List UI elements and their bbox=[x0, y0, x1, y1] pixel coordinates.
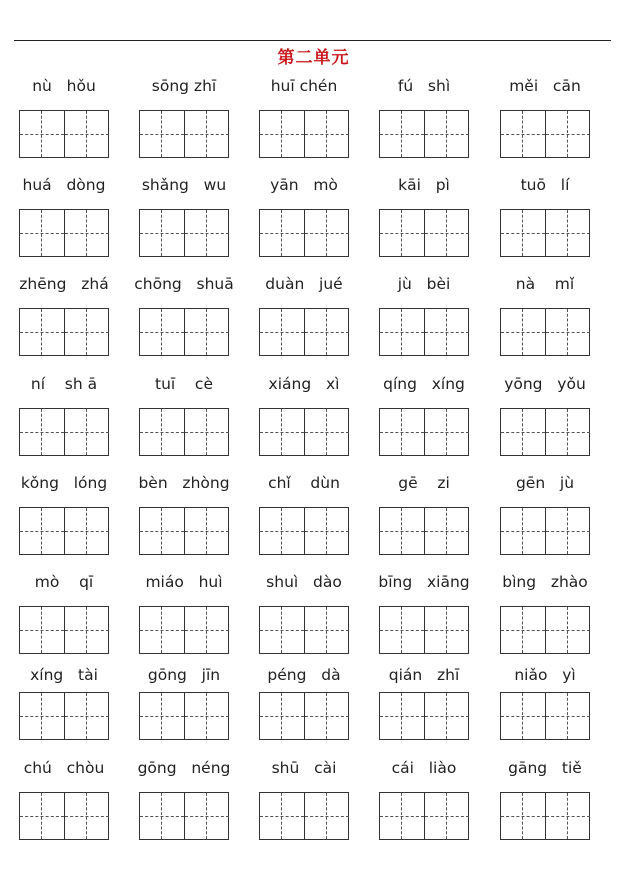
guide-line-horizontal bbox=[260, 531, 304, 532]
character-cell[interactable] bbox=[140, 508, 185, 554]
character-cell[interactable] bbox=[425, 309, 469, 355]
character-cell[interactable] bbox=[305, 111, 349, 157]
pinyin-label: yān mò bbox=[270, 176, 338, 194]
pinyin-label: huá dòng bbox=[22, 176, 106, 194]
guide-line-horizontal bbox=[380, 233, 424, 234]
guide-line-horizontal bbox=[185, 816, 229, 817]
guide-line-horizontal bbox=[305, 432, 349, 433]
pinyin-label: huī chén bbox=[270, 77, 338, 95]
character-cell[interactable] bbox=[380, 210, 425, 256]
writing-box[interactable] bbox=[19, 308, 109, 356]
guide-line-horizontal bbox=[501, 432, 545, 433]
unit-title: 第二单元 bbox=[277, 48, 350, 68]
guide-line-horizontal bbox=[20, 233, 64, 234]
guide-line-horizontal bbox=[140, 332, 184, 333]
character-cell[interactable] bbox=[380, 607, 425, 653]
writing-box[interactable] bbox=[259, 408, 349, 456]
writing-box[interactable] bbox=[259, 507, 349, 555]
guide-line-horizontal bbox=[185, 716, 229, 717]
writing-box[interactable] bbox=[379, 110, 469, 158]
writing-box[interactable] bbox=[259, 792, 349, 840]
writing-box[interactable] bbox=[379, 408, 469, 456]
character-cell[interactable] bbox=[305, 693, 349, 739]
pinyin-label: fú shì bbox=[397, 77, 451, 95]
guide-line-horizontal bbox=[501, 816, 545, 817]
pinyin-label: chǐ dùn bbox=[268, 474, 340, 492]
character-cell[interactable] bbox=[546, 793, 590, 839]
character-cell[interactable] bbox=[185, 309, 229, 355]
guide-line-horizontal bbox=[185, 332, 229, 333]
pinyin-label: shū cài bbox=[271, 759, 337, 777]
character-cell[interactable] bbox=[65, 309, 109, 355]
writing-box[interactable] bbox=[379, 692, 469, 740]
character-cell[interactable] bbox=[380, 693, 425, 739]
writing-box[interactable] bbox=[500, 408, 590, 456]
character-cell[interactable] bbox=[65, 793, 109, 839]
guide-line-horizontal bbox=[546, 716, 590, 717]
guide-line-horizontal bbox=[380, 816, 424, 817]
character-cell[interactable] bbox=[425, 111, 469, 157]
guide-line-horizontal bbox=[425, 531, 469, 532]
guide-line-horizontal bbox=[425, 432, 469, 433]
guide-line-horizontal bbox=[65, 716, 109, 717]
guide-line-horizontal bbox=[425, 816, 469, 817]
character-cell[interactable] bbox=[20, 309, 65, 355]
writing-box[interactable] bbox=[139, 308, 229, 356]
character-cell[interactable] bbox=[546, 210, 590, 256]
guide-line-horizontal bbox=[305, 816, 349, 817]
writing-box[interactable] bbox=[379, 209, 469, 257]
character-cell[interactable] bbox=[65, 409, 109, 455]
character-cell[interactable] bbox=[380, 111, 425, 157]
guide-line-horizontal bbox=[260, 432, 304, 433]
character-cell[interactable] bbox=[546, 409, 590, 455]
pinyin-label: miáo huì bbox=[145, 573, 223, 591]
guide-line-horizontal bbox=[425, 233, 469, 234]
character-cell[interactable] bbox=[140, 111, 185, 157]
guide-line-horizontal bbox=[501, 233, 545, 234]
pinyin-label: niǎo yì bbox=[514, 666, 576, 684]
character-cell[interactable] bbox=[65, 607, 109, 653]
guide-line-horizontal bbox=[260, 134, 304, 135]
character-cell[interactable] bbox=[140, 309, 185, 355]
writing-box[interactable] bbox=[139, 692, 229, 740]
guide-line-horizontal bbox=[501, 134, 545, 135]
writing-box[interactable] bbox=[500, 606, 590, 654]
pinyin-label: qíng xíng bbox=[383, 375, 465, 393]
character-cell[interactable] bbox=[305, 210, 349, 256]
pinyin-label: gē zi bbox=[398, 474, 450, 492]
pinyin-label: kāi pì bbox=[398, 176, 450, 194]
writing-box[interactable] bbox=[500, 692, 590, 740]
character-cell[interactable] bbox=[260, 693, 305, 739]
writing-box[interactable] bbox=[259, 110, 349, 158]
pinyin-label: tuī cè bbox=[155, 375, 213, 393]
pinyin-label: měi cān bbox=[509, 77, 581, 95]
guide-line-horizontal bbox=[65, 531, 109, 532]
header-rule bbox=[14, 40, 611, 41]
guide-line-horizontal bbox=[20, 332, 64, 333]
character-cell[interactable] bbox=[20, 793, 65, 839]
character-cell[interactable] bbox=[260, 508, 305, 554]
character-cell[interactable] bbox=[501, 607, 546, 653]
character-cell[interactable] bbox=[425, 693, 469, 739]
guide-line-horizontal bbox=[65, 134, 109, 135]
guide-line-horizontal bbox=[185, 531, 229, 532]
guide-line-horizontal bbox=[65, 816, 109, 817]
character-cell[interactable] bbox=[185, 793, 229, 839]
character-cell[interactable] bbox=[140, 693, 185, 739]
guide-line-horizontal bbox=[260, 816, 304, 817]
character-cell[interactable] bbox=[425, 210, 469, 256]
character-cell[interactable] bbox=[260, 111, 305, 157]
guide-line-horizontal bbox=[380, 134, 424, 135]
guide-line-horizontal bbox=[305, 233, 349, 234]
pinyin-label: chōng shuā bbox=[134, 275, 234, 293]
writing-box[interactable] bbox=[259, 209, 349, 257]
guide-line-horizontal bbox=[425, 332, 469, 333]
writing-box[interactable] bbox=[139, 792, 229, 840]
character-cell[interactable] bbox=[140, 607, 185, 653]
writing-box[interactable] bbox=[139, 408, 229, 456]
character-cell[interactable] bbox=[20, 111, 65, 157]
character-cell[interactable] bbox=[305, 309, 349, 355]
writing-box[interactable] bbox=[379, 507, 469, 555]
character-cell[interactable] bbox=[546, 607, 590, 653]
guide-line-horizontal bbox=[380, 630, 424, 631]
guide-line-horizontal bbox=[185, 233, 229, 234]
character-cell[interactable] bbox=[185, 409, 229, 455]
guide-line-horizontal bbox=[65, 432, 109, 433]
guide-line-horizontal bbox=[380, 531, 424, 532]
guide-line-horizontal bbox=[305, 134, 349, 135]
writing-box[interactable] bbox=[379, 606, 469, 654]
pinyin-label: sōng zhī bbox=[151, 77, 217, 95]
guide-line-horizontal bbox=[305, 332, 349, 333]
character-cell[interactable] bbox=[20, 693, 65, 739]
pinyin-label: shuì dào bbox=[266, 573, 342, 591]
character-cell[interactable] bbox=[425, 607, 469, 653]
character-cell[interactable] bbox=[425, 793, 469, 839]
character-cell[interactable] bbox=[305, 793, 349, 839]
guide-line-horizontal bbox=[546, 816, 590, 817]
guide-line-horizontal bbox=[425, 134, 469, 135]
character-cell[interactable] bbox=[185, 693, 229, 739]
pinyin-label: ní sh ā bbox=[30, 375, 98, 393]
guide-line-horizontal bbox=[501, 716, 545, 717]
character-cell[interactable] bbox=[260, 309, 305, 355]
pinyin-label: bèn zhòng bbox=[138, 474, 230, 492]
guide-line-horizontal bbox=[305, 630, 349, 631]
writing-box[interactable] bbox=[19, 792, 109, 840]
pinyin-label: shǎng wu bbox=[141, 176, 227, 194]
pinyin-label: zhēng zhá bbox=[19, 275, 109, 293]
guide-line-horizontal bbox=[20, 630, 64, 631]
writing-box[interactable] bbox=[139, 606, 229, 654]
character-cell[interactable] bbox=[501, 409, 546, 455]
character-cell[interactable] bbox=[65, 693, 109, 739]
guide-line-horizontal bbox=[140, 134, 184, 135]
writing-box[interactable] bbox=[19, 209, 109, 257]
character-cell[interactable] bbox=[260, 210, 305, 256]
character-cell[interactable] bbox=[65, 210, 109, 256]
guide-line-horizontal bbox=[20, 531, 64, 532]
writing-box[interactable] bbox=[139, 209, 229, 257]
writing-box[interactable] bbox=[139, 110, 229, 158]
writing-box[interactable] bbox=[379, 308, 469, 356]
character-cell[interactable] bbox=[546, 693, 590, 739]
guide-line-horizontal bbox=[260, 233, 304, 234]
writing-box[interactable] bbox=[139, 507, 229, 555]
guide-line-horizontal bbox=[546, 630, 590, 631]
guide-line-horizontal bbox=[140, 816, 184, 817]
writing-box[interactable] bbox=[500, 110, 590, 158]
guide-line-horizontal bbox=[20, 134, 64, 135]
pinyin-label: gāng tiě bbox=[508, 759, 582, 777]
character-cell[interactable] bbox=[20, 607, 65, 653]
character-cell[interactable] bbox=[546, 111, 590, 157]
character-cell[interactable] bbox=[65, 508, 109, 554]
pinyin-label: gōng néng bbox=[137, 759, 231, 777]
guide-line-horizontal bbox=[260, 716, 304, 717]
writing-box[interactable] bbox=[259, 692, 349, 740]
guide-line-horizontal bbox=[65, 630, 109, 631]
pinyin-label: nà mǐ bbox=[515, 275, 575, 293]
character-cell[interactable] bbox=[501, 693, 546, 739]
guide-line-horizontal bbox=[380, 716, 424, 717]
character-cell[interactable] bbox=[65, 111, 109, 157]
guide-line-horizontal bbox=[546, 432, 590, 433]
pinyin-label: bīng xiāng bbox=[378, 573, 470, 591]
character-cell[interactable] bbox=[140, 793, 185, 839]
writing-box[interactable] bbox=[259, 308, 349, 356]
character-cell[interactable] bbox=[380, 508, 425, 554]
guide-line-horizontal bbox=[140, 432, 184, 433]
character-cell[interactable] bbox=[305, 508, 349, 554]
character-cell[interactable] bbox=[501, 111, 546, 157]
guide-line-horizontal bbox=[260, 630, 304, 631]
pinyin-label: xiáng xì bbox=[268, 375, 340, 393]
writing-box[interactable] bbox=[19, 507, 109, 555]
character-cell[interactable] bbox=[185, 607, 229, 653]
writing-box[interactable] bbox=[19, 692, 109, 740]
guide-line-horizontal bbox=[501, 630, 545, 631]
pinyin-label: yōng yǒu bbox=[504, 375, 586, 393]
writing-box[interactable] bbox=[19, 110, 109, 158]
writing-box[interactable] bbox=[500, 507, 590, 555]
writing-box[interactable] bbox=[259, 606, 349, 654]
writing-box[interactable] bbox=[500, 209, 590, 257]
character-cell[interactable] bbox=[140, 409, 185, 455]
pinyin-label: bìng zhào bbox=[502, 573, 588, 591]
character-cell[interactable] bbox=[185, 210, 229, 256]
guide-line-horizontal bbox=[425, 716, 469, 717]
character-cell[interactable] bbox=[501, 210, 546, 256]
guide-line-horizontal bbox=[546, 233, 590, 234]
pinyin-label: gōng jīn bbox=[147, 666, 221, 684]
guide-line-horizontal bbox=[20, 816, 64, 817]
pinyin-label: cái liào bbox=[391, 759, 457, 777]
pinyin-label: jù bèi bbox=[397, 275, 451, 293]
character-cell[interactable] bbox=[501, 793, 546, 839]
guide-line-horizontal bbox=[65, 332, 109, 333]
pinyin-label: gēn jù bbox=[515, 474, 575, 492]
pinyin-label: nù hǒu bbox=[32, 77, 96, 95]
guide-line-horizontal bbox=[546, 134, 590, 135]
pinyin-label: chú chòu bbox=[23, 759, 105, 777]
writing-box[interactable] bbox=[19, 408, 109, 456]
character-cell[interactable] bbox=[260, 793, 305, 839]
guide-line-horizontal bbox=[140, 630, 184, 631]
guide-line-horizontal bbox=[140, 531, 184, 532]
guide-line-horizontal bbox=[546, 332, 590, 333]
character-cell[interactable] bbox=[20, 508, 65, 554]
guide-line-horizontal bbox=[425, 630, 469, 631]
character-cell[interactable] bbox=[260, 607, 305, 653]
guide-line-horizontal bbox=[20, 716, 64, 717]
pinyin-label: qián zhī bbox=[388, 666, 460, 684]
character-cell[interactable] bbox=[260, 409, 305, 455]
character-cell[interactable] bbox=[140, 210, 185, 256]
guide-line-horizontal bbox=[185, 432, 229, 433]
guide-line-horizontal bbox=[501, 531, 545, 532]
character-cell[interactable] bbox=[425, 508, 469, 554]
character-cell[interactable] bbox=[185, 111, 229, 157]
character-cell[interactable] bbox=[501, 309, 546, 355]
pinyin-label: tuō lí bbox=[520, 176, 570, 194]
pinyin-label: péng dà bbox=[267, 666, 341, 684]
character-cell[interactable] bbox=[380, 309, 425, 355]
writing-box[interactable] bbox=[379, 792, 469, 840]
pinyin-label: mò qī bbox=[34, 573, 94, 591]
character-cell[interactable] bbox=[546, 309, 590, 355]
character-cell[interactable] bbox=[501, 508, 546, 554]
character-cell[interactable] bbox=[380, 793, 425, 839]
character-cell[interactable] bbox=[546, 508, 590, 554]
character-cell[interactable] bbox=[305, 409, 349, 455]
writing-box[interactable] bbox=[19, 606, 109, 654]
guide-line-horizontal bbox=[185, 630, 229, 631]
character-cell[interactable] bbox=[380, 409, 425, 455]
guide-line-horizontal bbox=[140, 233, 184, 234]
guide-line-horizontal bbox=[305, 531, 349, 532]
guide-line-horizontal bbox=[380, 432, 424, 433]
character-cell[interactable] bbox=[425, 409, 469, 455]
pinyin-label: duàn jué bbox=[265, 275, 343, 293]
guide-line-horizontal bbox=[185, 134, 229, 135]
guide-line-horizontal bbox=[380, 332, 424, 333]
guide-line-horizontal bbox=[260, 332, 304, 333]
pinyin-label: kǒng lóng bbox=[20, 474, 108, 492]
writing-box[interactable] bbox=[500, 792, 590, 840]
guide-line-horizontal bbox=[20, 432, 64, 433]
character-cell[interactable] bbox=[20, 409, 65, 455]
pinyin-label: xíng tài bbox=[30, 666, 98, 684]
guide-line-horizontal bbox=[65, 233, 109, 234]
writing-box[interactable] bbox=[500, 308, 590, 356]
character-cell[interactable] bbox=[305, 607, 349, 653]
guide-line-horizontal bbox=[140, 716, 184, 717]
guide-line-horizontal bbox=[546, 531, 590, 532]
character-cell[interactable] bbox=[20, 210, 65, 256]
guide-line-horizontal bbox=[305, 716, 349, 717]
guide-line-horizontal bbox=[501, 332, 545, 333]
character-cell[interactable] bbox=[185, 508, 229, 554]
